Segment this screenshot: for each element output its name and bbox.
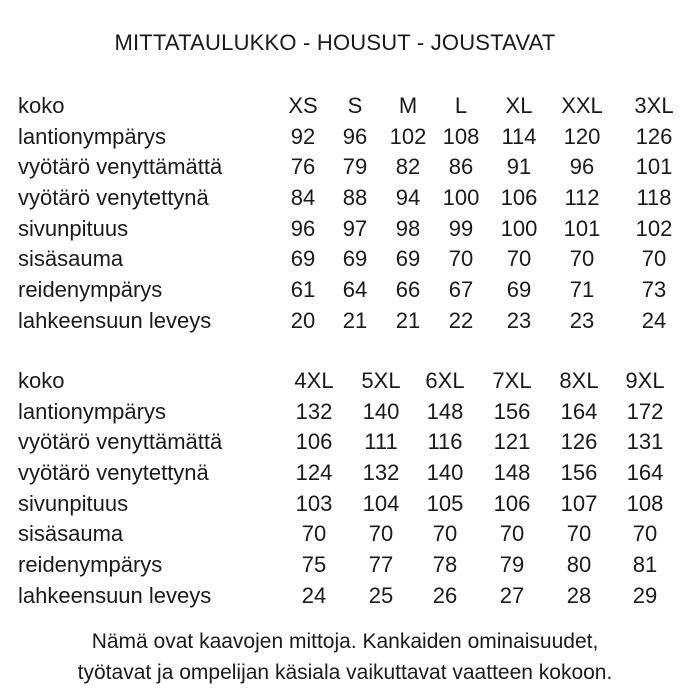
measurement-value: 105	[426, 490, 464, 516]
measurement-value: 124	[295, 460, 333, 486]
measurement-label: reidenympärys	[18, 552, 163, 578]
size-column-header: XXL	[561, 93, 603, 118]
size-header-label: koko	[18, 368, 65, 393]
measurement-value: 106	[500, 185, 538, 211]
measurement-value: 148	[426, 398, 464, 424]
measurement-label: vyötärö venytettynä	[18, 460, 209, 486]
measurement-value: 97	[342, 215, 368, 241]
measurement-row	[18, 275, 684, 306]
size-column-header: 8XL	[559, 368, 599, 393]
measurement-value: 64	[342, 277, 368, 303]
measurement-label: sivunpituus	[18, 490, 129, 516]
measurement-value: 70	[448, 246, 474, 272]
measurement-value: 76	[290, 154, 316, 180]
measurement-value: 69	[342, 246, 368, 272]
measurement-value: 114	[501, 123, 537, 149]
measurement-value: 172	[626, 398, 664, 424]
measurement-value: 99	[448, 215, 474, 241]
measurement-value: 120	[563, 123, 601, 149]
measurement-value: 24	[301, 582, 327, 608]
measurement-label: sisäsauma	[18, 246, 124, 272]
measurement-value: 106	[493, 490, 531, 516]
measurement-value: 70	[569, 246, 595, 272]
measurement-value: 101	[635, 154, 673, 180]
size-column-header: M	[398, 93, 418, 118]
size-header-label: koko	[18, 93, 65, 118]
measurement-label: reidenympärys	[18, 277, 163, 303]
measurement-value: 100	[500, 215, 538, 241]
disclaimer-note	[0, 626, 690, 688]
measurement-value: 116	[427, 429, 463, 455]
measurement-value: 107	[560, 490, 598, 516]
measurement-row	[18, 183, 684, 214]
measurement-label: vyötärö venytettynä	[18, 185, 209, 211]
size-header-row	[18, 91, 684, 122]
measurement-value: 70	[506, 246, 532, 272]
measurement-value: 96	[342, 123, 368, 149]
measurement-value: 132	[295, 398, 333, 424]
size-column-header: 3XL	[634, 93, 674, 118]
measurement-row	[18, 244, 684, 275]
measurement-value: 20	[290, 307, 316, 333]
measurement-value: 23	[506, 307, 532, 333]
measurement-value: 24	[641, 307, 667, 333]
measurement-value: 25	[368, 582, 394, 608]
measurement-value: 29	[632, 582, 658, 608]
measurement-value: 82	[395, 154, 421, 180]
measurement-row	[18, 550, 684, 581]
measurement-label: lahkeensuun leveys	[18, 307, 212, 333]
measurement-value: 101	[563, 215, 601, 241]
measurement-value: 86	[448, 154, 474, 180]
measurement-value: 70	[301, 521, 327, 547]
measurement-label: sisäsauma	[18, 521, 124, 547]
measurement-value: 61	[290, 277, 316, 303]
measurement-row	[18, 122, 684, 153]
measurement-value: 164	[626, 460, 664, 486]
measurement-row	[18, 306, 684, 337]
measurement-value: 78	[432, 552, 458, 578]
size-column-header: 9XL	[625, 368, 665, 393]
measurement-value: 77	[368, 552, 394, 578]
measurement-value: 156	[560, 460, 598, 486]
measurement-label: lahkeensuun leveys	[18, 582, 212, 608]
size-column-header: S	[347, 93, 363, 118]
measurement-value: 118	[636, 185, 672, 211]
measurement-value: 66	[395, 277, 421, 303]
size-column-header: 6XL	[425, 368, 465, 393]
page-title: MITTATAULUKKO - HOUSUT - JOUSTAVAT	[114, 30, 556, 55]
measurement-value: 84	[290, 185, 316, 211]
size-column-header: XS	[288, 93, 318, 118]
measurement-value: 21	[395, 307, 421, 333]
measurement-row	[18, 489, 684, 520]
measurement-value: 69	[395, 246, 421, 272]
measurement-value: 164	[560, 398, 598, 424]
measurement-label: vyötärö venyttämättä	[18, 154, 223, 180]
measurement-value: 102	[635, 215, 673, 241]
measurement-value: 26	[432, 582, 458, 608]
measurement-value: 112	[564, 185, 600, 211]
measurement-value: 27	[499, 582, 525, 608]
measurement-value: 102	[389, 123, 427, 149]
measurement-value: 28	[566, 582, 592, 608]
measurement-value: 108	[626, 490, 664, 516]
measurement-value: 73	[641, 277, 667, 303]
measurement-label: sivunpituus	[18, 215, 129, 241]
measurement-value: 100	[442, 185, 480, 211]
measurement-value: 91	[506, 154, 532, 180]
measurement-value: 126	[560, 429, 598, 455]
measurement-value: 88	[342, 185, 368, 211]
measurement-label: lantionympärys	[18, 123, 166, 149]
measurement-value: 108	[442, 123, 480, 149]
size-table-2	[18, 366, 684, 612]
measurement-row	[18, 581, 684, 612]
measurement-value: 79	[342, 154, 368, 180]
measurement-value: 23	[569, 307, 595, 333]
disclaimer-line-2: työtavat ja ompelijan käsiala vaikuttavat vaatteen kokoon.	[77, 661, 613, 684]
measurement-row	[18, 519, 684, 550]
measurement-row	[18, 427, 684, 458]
measurement-value: 21	[342, 307, 368, 333]
measurement-value: 121	[493, 429, 531, 455]
measurement-value: 22	[448, 307, 474, 333]
measurement-value: 104	[362, 490, 400, 516]
measurement-value: 96	[569, 154, 595, 180]
measurement-value: 69	[506, 277, 532, 303]
size-column-header: 4XL	[294, 368, 334, 393]
disclaimer-line-1: Nämä ovat kaavojen mittoja. Kankaiden ominaisuudet,	[91, 630, 599, 653]
measurement-value: 71	[569, 277, 595, 303]
measurement-label: lantionympärys	[18, 398, 166, 424]
measurement-value: 94	[395, 185, 421, 211]
size-column-header: 7XL	[492, 368, 532, 393]
measurement-value: 140	[426, 460, 464, 486]
measurement-value: 140	[362, 398, 400, 424]
measurement-value: 98	[395, 215, 421, 241]
measurement-value: 80	[566, 552, 592, 578]
measurement-value: 70	[499, 521, 525, 547]
measurement-label: vyötärö venyttämättä	[18, 429, 223, 455]
size-header-row	[18, 366, 684, 397]
measurement-row	[18, 458, 684, 489]
measurement-value: 126	[635, 123, 673, 149]
size-column-header: XL	[505, 93, 533, 118]
measurement-row	[18, 214, 684, 245]
measurement-value: 75	[301, 552, 327, 578]
measurement-value: 70	[368, 521, 394, 547]
measurement-value: 70	[641, 246, 667, 272]
measurement-value: 96	[290, 215, 316, 241]
measurement-value: 103	[295, 490, 333, 516]
measurement-row	[18, 397, 684, 428]
measurement-value: 131	[626, 429, 664, 455]
measurement-value: 79	[499, 552, 525, 578]
measurement-value: 70	[432, 521, 458, 547]
measurement-value: 67	[448, 277, 474, 303]
measurement-value: 106	[295, 429, 333, 455]
measurement-value: 81	[632, 552, 658, 578]
size-table-1	[18, 91, 684, 337]
measurement-value: 148	[493, 460, 531, 486]
measurement-value: 70	[632, 521, 658, 547]
measurement-value: 156	[493, 398, 531, 424]
size-column-header: 5XL	[361, 368, 401, 393]
measurement-value: 132	[362, 460, 400, 486]
measurement-row	[18, 152, 684, 183]
measurement-value: 111	[364, 429, 398, 455]
measurement-value: 92	[290, 123, 316, 149]
size-column-header: L	[454, 93, 468, 118]
measurement-value: 69	[290, 246, 316, 272]
measurement-value: 70	[566, 521, 592, 547]
